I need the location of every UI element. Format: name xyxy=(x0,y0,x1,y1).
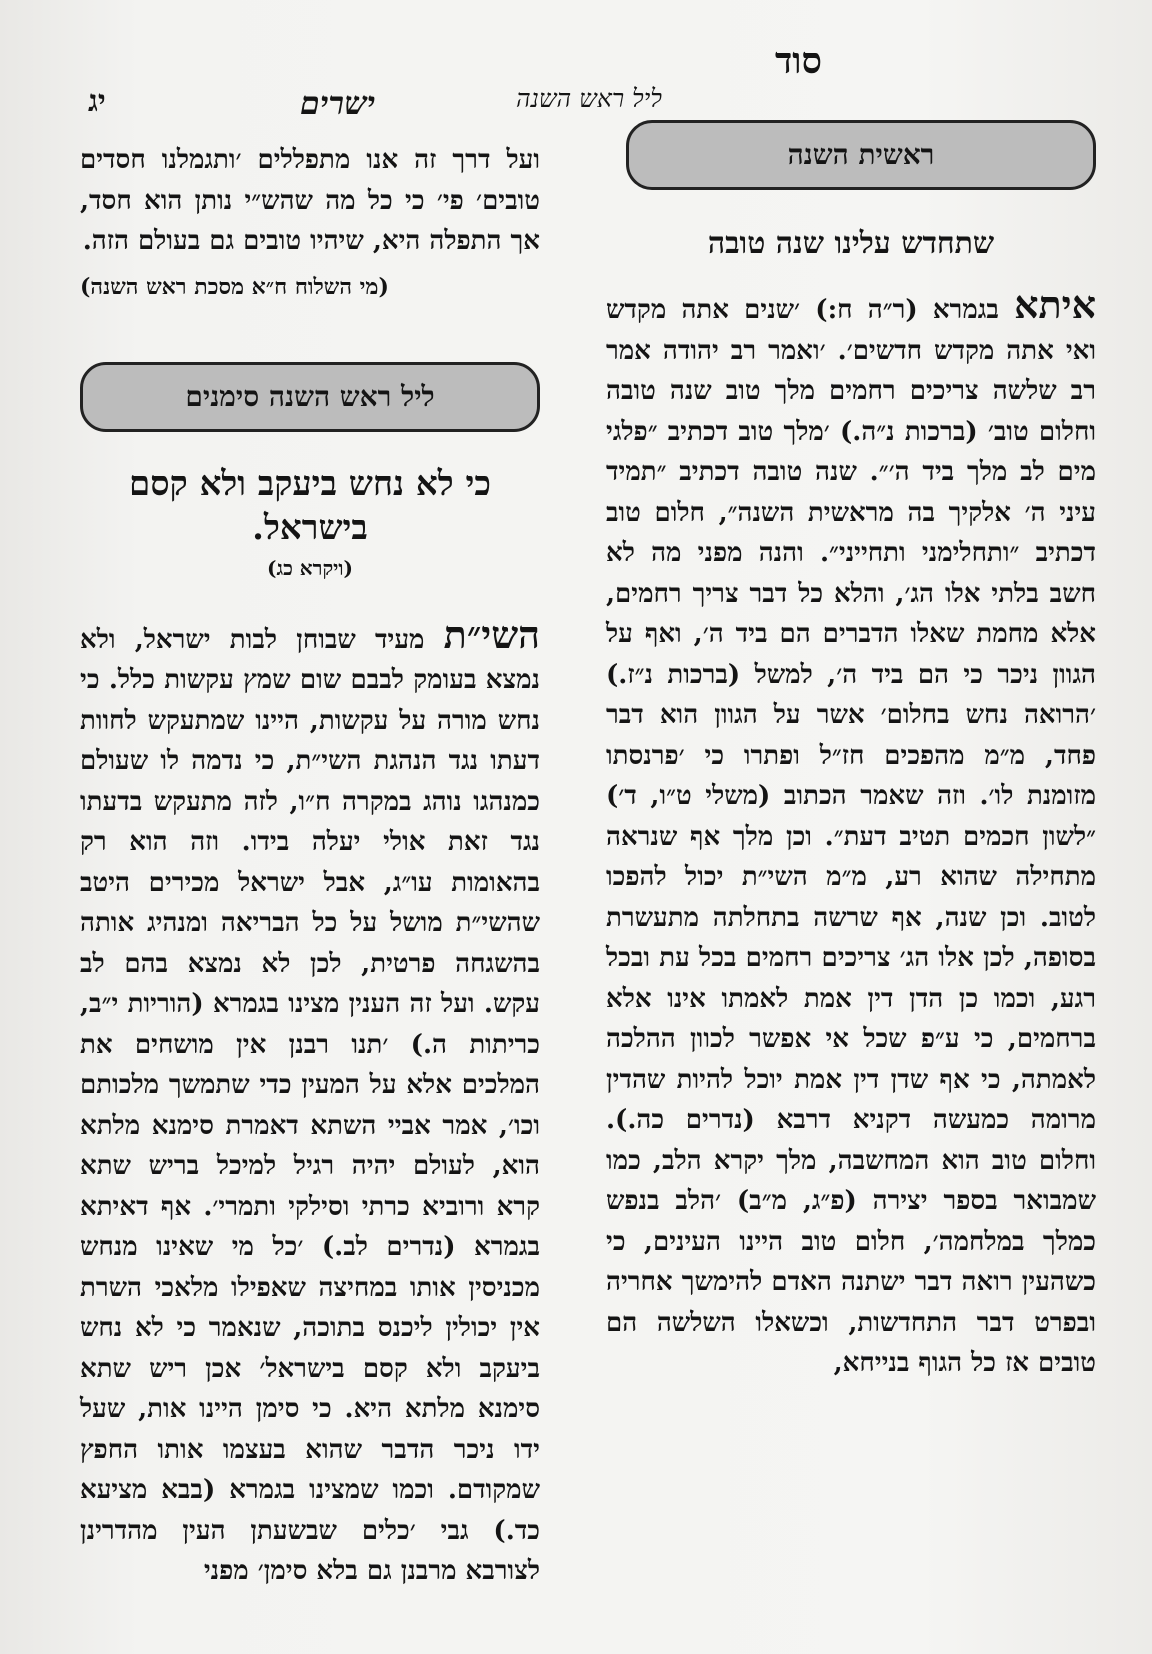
running-header xyxy=(60,40,1092,122)
verse-heading: כי לא נחש ביעקב ולא קסם בישראל. xyxy=(128,463,491,548)
left-intro-text: ועל דרך זה אנו מתפללים ׳ותגמלנו חסדים טובים׳ פי׳ כי כל מה שהש״י נותן הוא חסד, אך התפלה היא, שיהיו טובים גם בעולם הזה. xyxy=(80,145,540,256)
left-paragraph: מעיד שבוחן לבות ישראל, ולא נמצא בעומק לבבם שום שמץ עקשות כלל. כי נחש מורה על עקשות, היינו שמתעקש לחוות דעתו נגד הנהגת השי״ת, כי נדמה לו שעולם כמנהגו נוהג במקרה ח״ו, לזה מתעקש בדעתו נגד זאת אולי יעלה בידו. וזה הוא רק בהאומות עו״ג, אבל ישראל מכירים היטב שהשי״ת מושל על כל הבריאה ומנהיג אותה בהשגחה פרטית, לכן לא נמצא בהם לב עקש. ועל זה הענין מצינו בגמרא (הוריות י״ב, כריתות ה.) ׳תנו רבנן אין מושחים את המלכים אלא על המעין כדי שתמשך מלכותם וכו׳, אמר אביי השתא דאמרת סימנא מלתא הוא, לעולם יהיה רגיל למיכל בריש שתא קרא ורוביא כרתי וסילקי ותמרי׳. אף דאיתא בגמרא (נדרים לב.) ׳כל מי שאינו מנחש מכניסין אותו במחיצה שאפילו מלאכי השרת אין יכולין ליכנס בתוכה, שנאמר כי לא נחש ביעקב ולא קסם בישראל׳ אכן ריש שתא סימנא מלתא היא. כי סימן היינו אות, שעל ידו ניכר הדבר שהוא בעצמו אותו החפץ שמקודם. וכמו שמצינו בגמרא (בבא מציעא כד.) גבי ׳כלים שבשעתן העין מהדרינן לצורבא מרבנן גם בלא סימן׳ מפני xyxy=(80,624,540,1586)
right-body-text xyxy=(606,282,1096,1384)
left-body-text xyxy=(80,611,540,1592)
header-yesharim: ישרים xyxy=(300,84,376,122)
left-column xyxy=(80,140,540,1592)
drop-word: איתא xyxy=(1014,282,1096,327)
drop-word: השי״ת xyxy=(443,611,540,657)
source-citation: (מי השלוח ח״א מסכת ראש השנה) xyxy=(80,273,389,300)
section-subhead: שתחדש עלינו שנה טובה xyxy=(707,226,995,261)
right-column xyxy=(606,120,1096,1384)
section-banner-reshit: ראשית השנה xyxy=(626,120,1096,190)
page-number: יג xyxy=(88,84,106,119)
header-sod: סוד xyxy=(774,40,822,82)
right-paragraph: בגמרא (ר״ה ח:) ׳שנים אתה מקדש ואי אתה מקדש חדשים׳. ׳ואמר רב יהודה אמר רב שלשה צריכים רחמים מלך טוב שנה טובה וחלום טוב׳ (ברכות נ״ה.) ׳מלך טוב דכתיב ״פלגי מים לב מלך ביד ה׳״. שנה טובה דכתיב ״תמיד עיני ה׳ אלקיך בה מראשית השנה״, חלום טוב דכתיב ״ותחלימני ותחייני״. והנה מפני מה לא חשב בלתי אלו הג׳, והלא כל דבר צריך רחמים, אלא מחמת שאלו הדברים הם ביד ה׳, ואף על הגוון ניכר כי הם ביד ה׳, למשל (ברכות נ״ז.) ׳הרואה נחש בחלום׳ אשר על הגוון הוא דבר פחד, מ״מ מהפכים חז״ל ופתרו כי ׳פרנסתו מזומנת לו׳. וזה שאמר הכתוב (משלי ט״ו, ד׳) ״לשון חכמים תטיב דעת״. וכן מלך אף שנראה מתחילה שהוא רע, מ״מ השי״ת יכול להפכו לטוב. וכן שנה, אף שרשה בתחלתה מתעשרת בסופה, לכן אלו הג׳ צריכים רחמים בכל עת ובכל רגע, וכמו כן הדן דין אמת לאמתו אינו אלא ברחמים, כי ע״פ שכל אי אפשר לכוון ההלכה לאמתה, כי אף שדן דין אמת יוכל להיות שהדין מרומה כמעשה דקניא דרבא (נדרים כה.). וחלום טוב הוא המחשבה, מלך יקרא הלב, כמו שמבואר בספר יצירה (פ״ג, מ״ב) ׳הלב בנפש כמלך במלחמה׳, חלום טוב היינו העינים, כי כשהעין רואה דבר ישתנה האדם להימשך אחריה ובפרט דבר התחדשות, וכשאלו השלשה הם טובים אז כל הגוף בנייחא, xyxy=(606,295,1096,1378)
header-lil-title: ליל ראש השנה xyxy=(516,84,662,113)
section-banner-simanim: ליל ראש השנה סימנים xyxy=(80,362,540,432)
verse-source: (ויקרא כג) xyxy=(267,555,353,580)
